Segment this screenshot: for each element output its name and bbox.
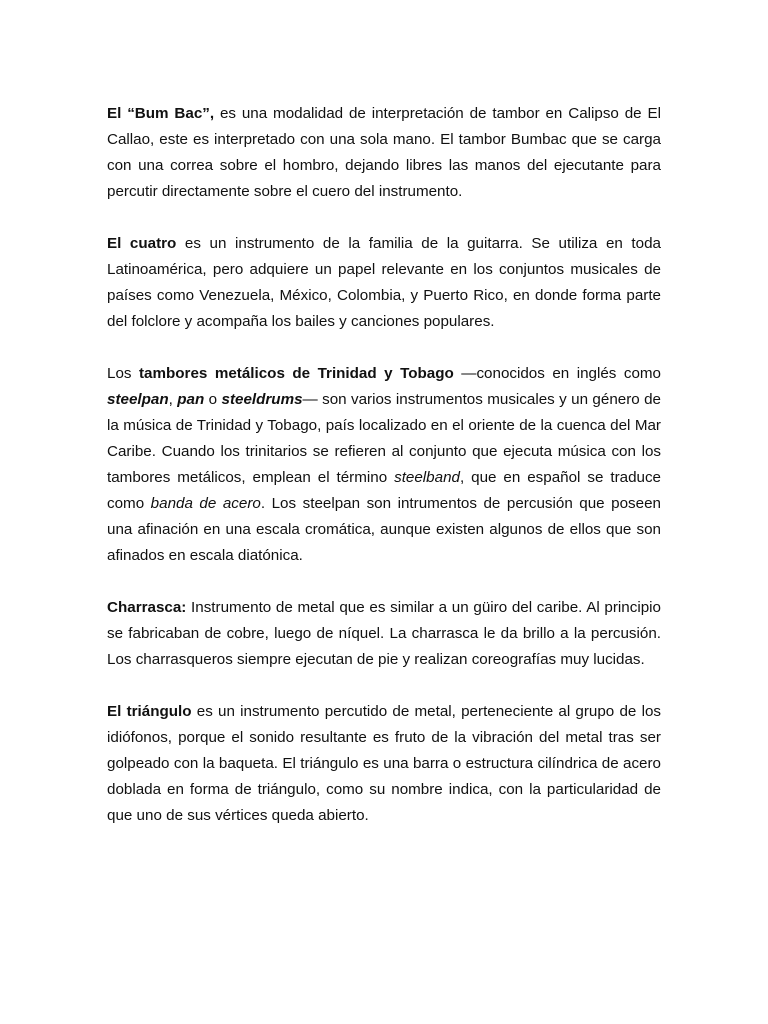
- term-triangulo: El triángulo: [107, 703, 192, 720]
- term-cuatro: El cuatro: [107, 235, 177, 252]
- term-tambores-metalicos: tambores metálicos de Trinidad y Tobago: [138, 365, 454, 382]
- term-steelpan: steelpan: [107, 391, 169, 408]
- paragraph-tambores-metalicos: [107, 361, 661, 569]
- paragraph-text: es un instrumento de la familia de la guitarra. Se utiliza en toda Latinoamérica, pero adquiere un papel relevante en los conjuntos musicales de países como Venezuela, México, Colombia, y Puerto Rico, en donde forma parte del folclore y acompaña los bailes y canciones populares.: [107, 235, 661, 330]
- term-pan: pan: [177, 391, 205, 408]
- paragraph-text: Instrumento de metal que es similar a un güiro del caribe. Al principio se fabricaban de cobre, luego de níquel. La charrasca le da brillo a la percusión. Los charrasqueros siempre ejecutan de pie y realizan coreografías muy lucidas.: [107, 599, 661, 668]
- paragraph-text: ,: [168, 391, 178, 408]
- paragraph-cuatro: [107, 231, 661, 335]
- document-page: [107, 101, 661, 855]
- term-steeldrums: steeldrums: [221, 391, 303, 408]
- paragraph-text: , que en español se traduce como: [107, 469, 662, 512]
- paragraph-text: es una modalidad de interpretación de tambor en Calipso de El Callao, este es interpretado con una sola mano. El tambor Bumbac que se carga con una correa sobre el hombro, dejando libres las manos del ejecutante para percutir directamente sobre el cuero del instrumento.: [107, 105, 661, 200]
- paragraph-text: es un instrumento percutido de metal, perteneciente al grupo de los idiófonos, porque el sonido resultante es fruto de la vibración del metal tras ser golpeado con la baqueta. El triángulo es una barra o estructura cilíndrica de acero doblada en forma de triángulo, como su nombre indica, con la particularidad de que uno de sus vértices queda abierto.: [107, 703, 662, 824]
- paragraph-text: o: [204, 391, 222, 408]
- paragraph-text: — son varios instrumentos musicales y un género de la música de Trinidad y Tobago, país localizado en el oriente de la cuenca del Mar Caribe. Cuando los trinitarios se refieren al conjunto que ejecuta música con los tambores metálicos, emplean el término: [107, 391, 661, 486]
- paragraph-bum-bac: [107, 101, 661, 205]
- paragraph-text: . Los steelpan son intrumentos de percusión que poseen una afinación en una escala cromática, aunque existen algunos de ellos que son afinados en escala diatónica.: [107, 495, 661, 564]
- paragraph-text: —conocidos en inglés como: [453, 365, 662, 382]
- term-charrasca: Charrasca:: [107, 599, 187, 616]
- term-banda-de-acero: banda de acero: [150, 495, 261, 512]
- paragraph-triangulo: [107, 699, 661, 829]
- term-bum-bac: El “Bum Bac”,: [107, 105, 215, 122]
- paragraph-text: Los: [107, 365, 139, 382]
- paragraph-charrasca: [107, 595, 661, 673]
- term-steelband: steelband: [394, 469, 460, 486]
